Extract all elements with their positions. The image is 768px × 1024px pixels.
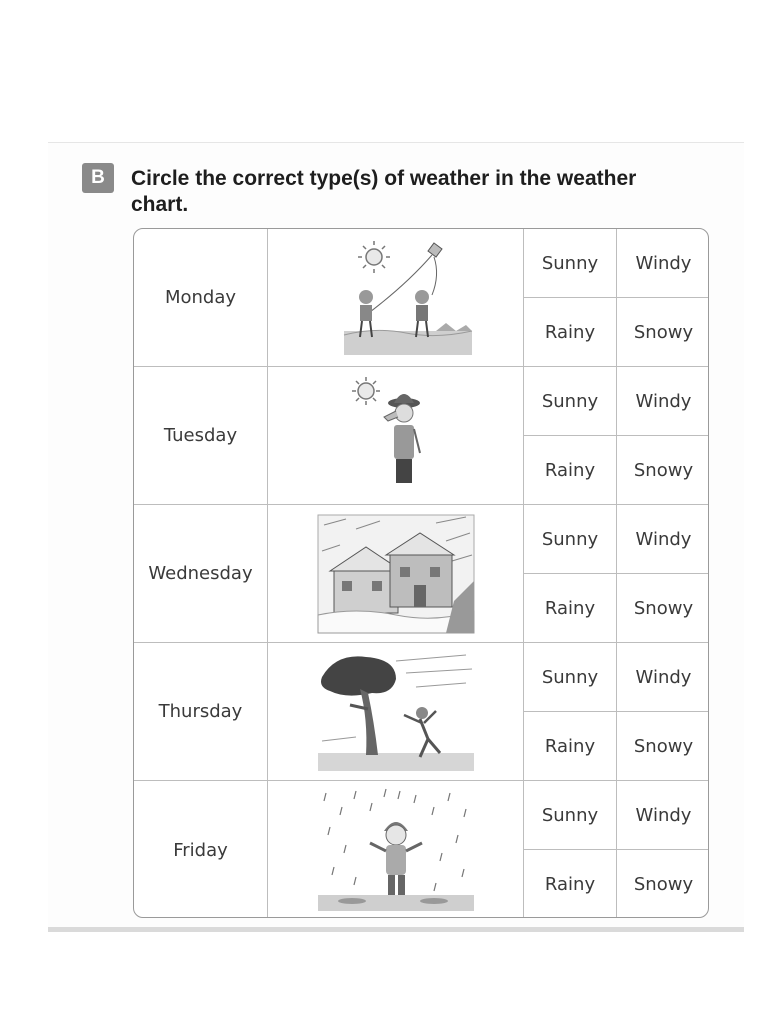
option-tuesday-rainy[interactable]: Rainy <box>524 436 617 505</box>
instructions: Circle the correct type(s) of weather in the weather chart. <box>131 167 637 216</box>
option-monday-windy[interactable]: Windy <box>617 229 709 298</box>
option-wednesday-snowy[interactable]: Snowy <box>617 574 709 643</box>
option-monday-rainy[interactable]: Rainy <box>524 298 617 367</box>
option-friday-sunny[interactable]: Sunny <box>524 781 617 850</box>
option-monday-snowy[interactable]: Snowy <box>617 298 709 367</box>
windy-tree-icon <box>316 649 476 775</box>
option-tuesday-windy[interactable]: Windy <box>617 367 709 436</box>
picture-tuesday <box>268 367 524 505</box>
option-thursday-snowy[interactable]: Snowy <box>617 712 709 781</box>
snowy-houses-icon <box>316 511 476 637</box>
day-label-thursday: Thursday <box>134 643 268 781</box>
day-label-tuesday: Tuesday <box>134 367 268 505</box>
option-tuesday-snowy[interactable]: Snowy <box>617 436 709 505</box>
option-wednesday-rainy[interactable]: Rainy <box>524 574 617 643</box>
option-wednesday-sunny[interactable]: Sunny <box>524 505 617 574</box>
option-wednesday-windy[interactable]: Windy <box>617 505 709 574</box>
weather-chart <box>133 228 709 918</box>
option-thursday-windy[interactable]: Windy <box>617 643 709 712</box>
day-label-wednesday: Wednesday <box>134 505 268 643</box>
section-badge: B <box>82 163 114 193</box>
option-tuesday-sunny[interactable]: Sunny <box>524 367 617 436</box>
option-friday-snowy[interactable]: Snowy <box>633 874 694 895</box>
picture-thursday <box>268 643 524 781</box>
sun-hat-girl-icon <box>316 373 476 499</box>
rain-child-icon <box>316 787 476 913</box>
picture-monday <box>268 229 524 367</box>
option-monday-sunny[interactable]: Sunny <box>524 229 617 298</box>
option-friday-rainy[interactable]: Rainy <box>524 850 617 918</box>
option-friday-windy[interactable]: Windy <box>617 781 709 850</box>
sun-kites-icon <box>316 235 476 361</box>
option-thursday-rainy[interactable]: Rainy <box>524 712 617 781</box>
option-thursday-sunny[interactable]: Sunny <box>524 643 617 712</box>
day-label-monday: Monday <box>134 229 268 367</box>
picture-wednesday <box>268 505 524 643</box>
day-label-friday: Friday <box>134 781 268 918</box>
picture-friday <box>268 781 524 918</box>
